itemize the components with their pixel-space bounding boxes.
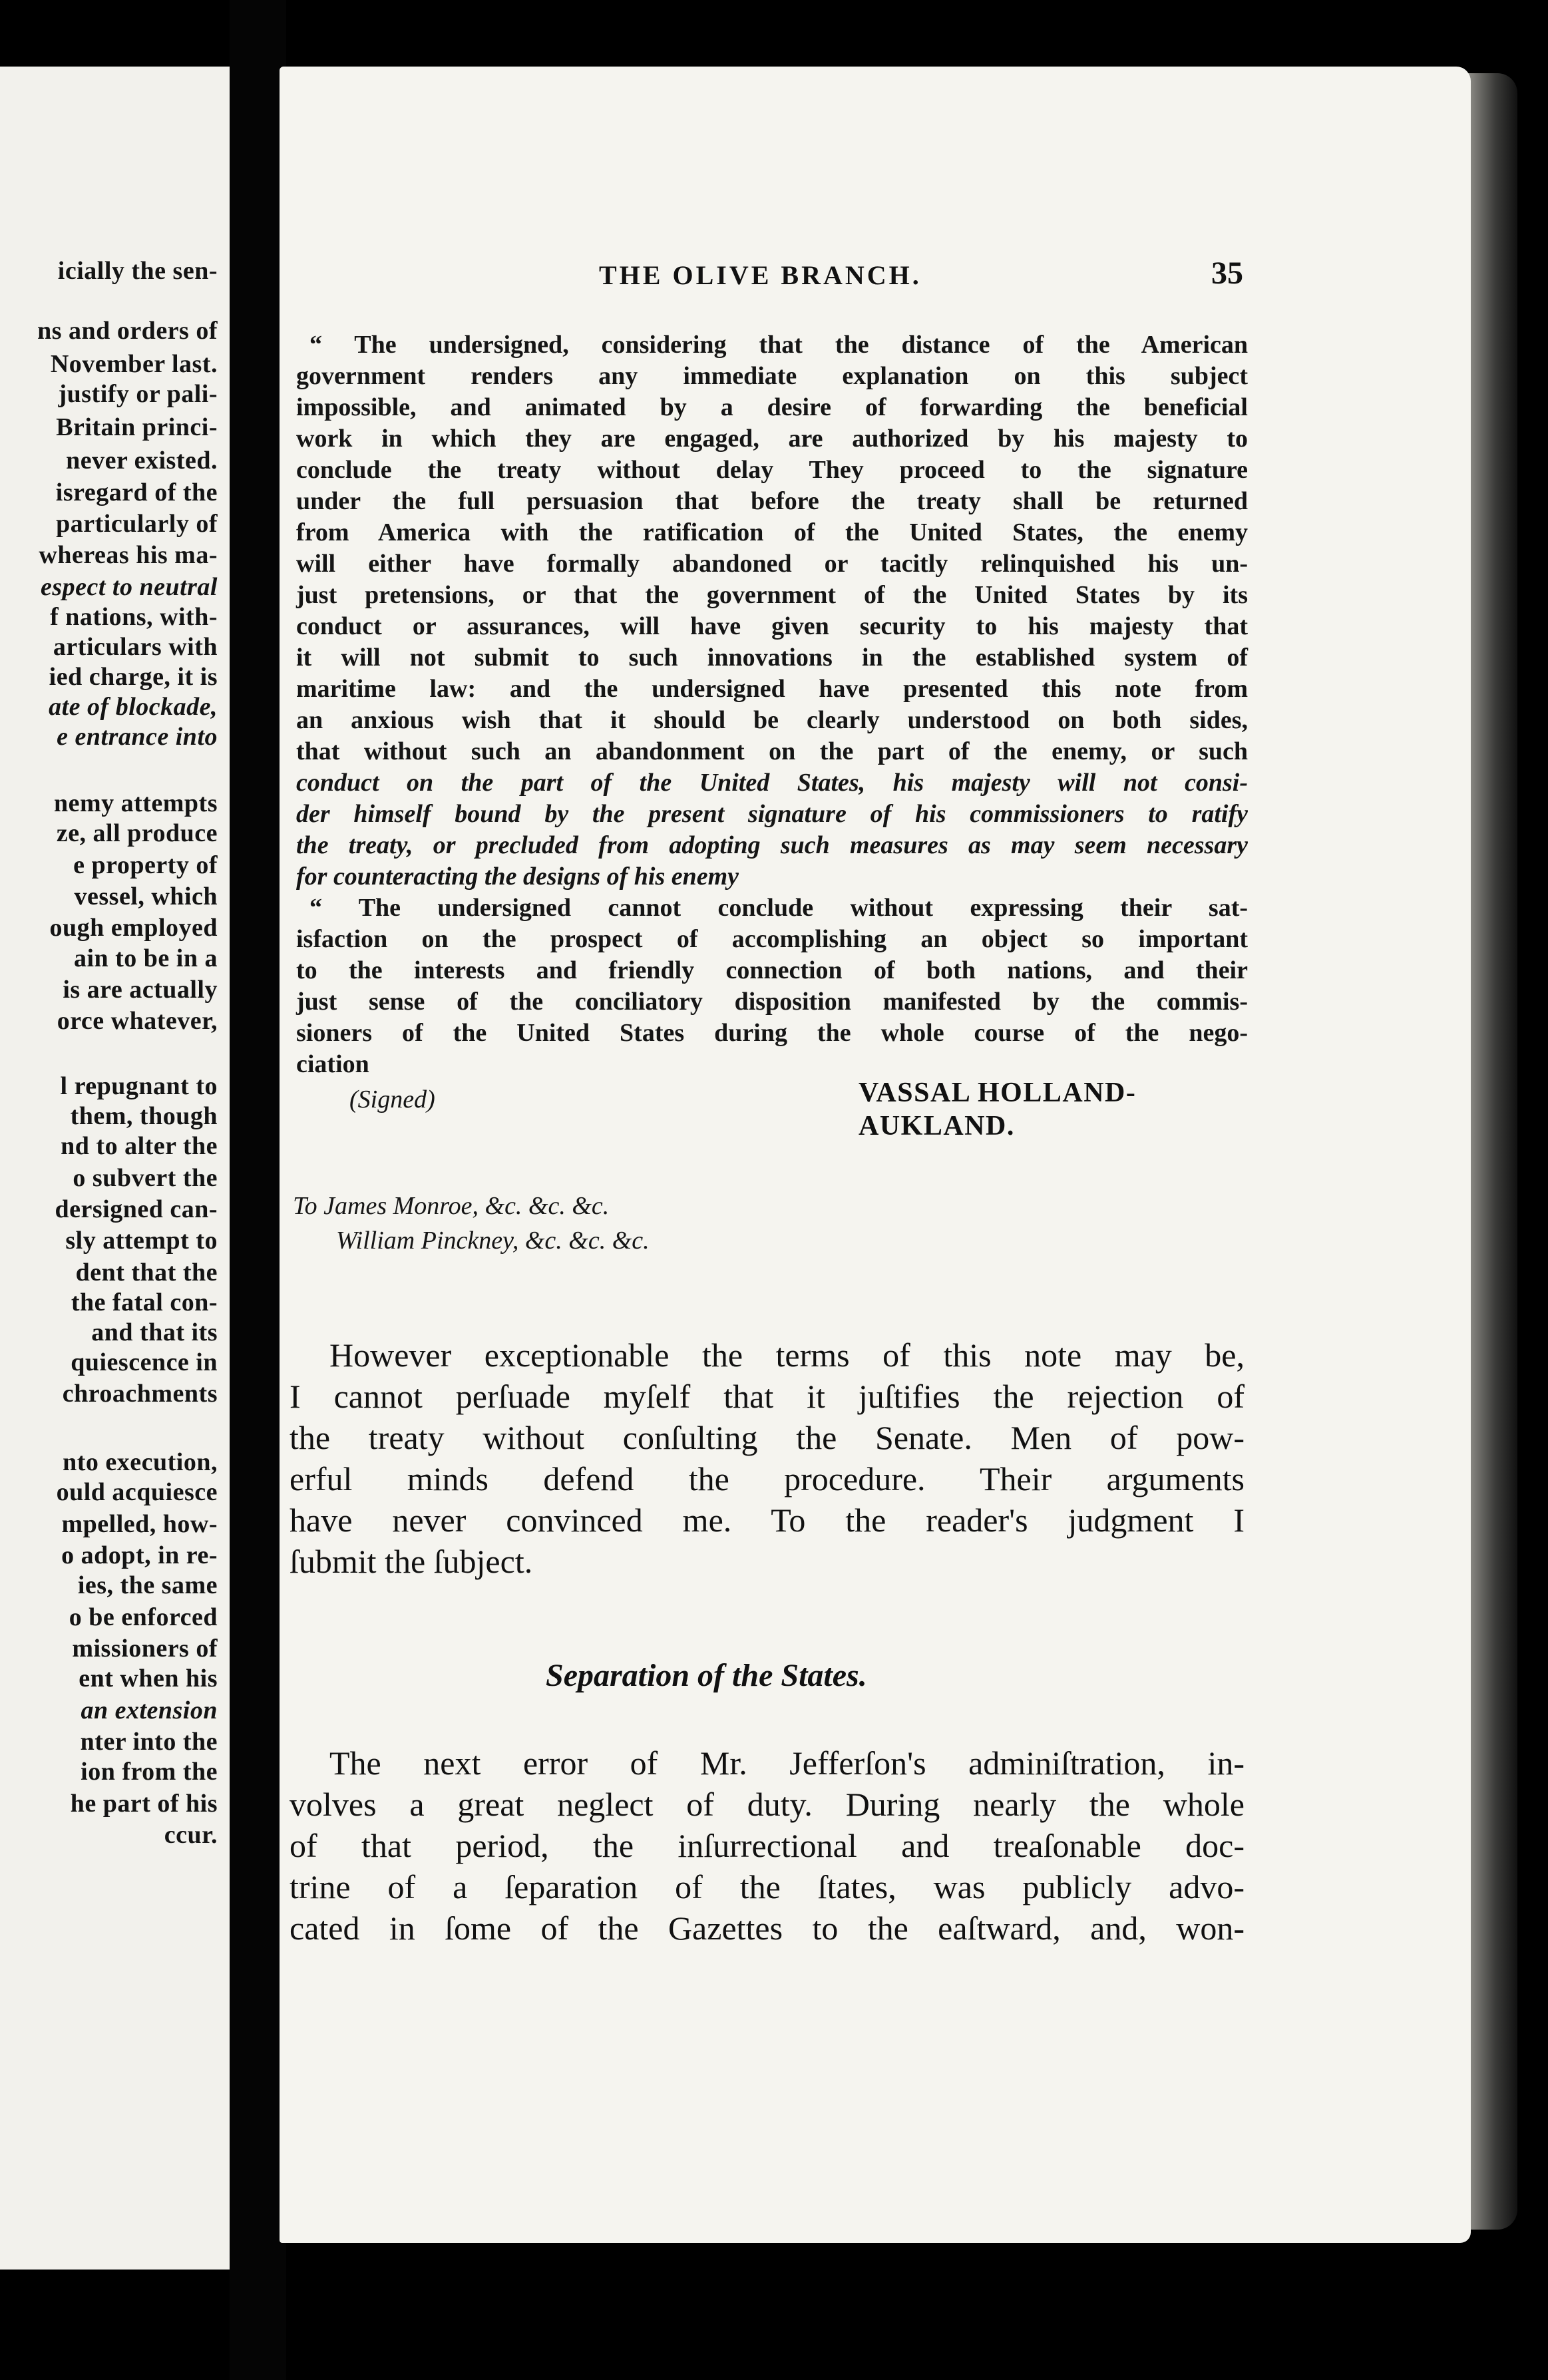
- left-page-line: orce whatever,: [57, 1007, 218, 1035]
- left-page-line: o adopt, in re-: [61, 1541, 218, 1569]
- left-page-line: and that its: [91, 1318, 218, 1346]
- left-page-line: ze, all produce: [56, 819, 218, 847]
- book-gutter: [230, 0, 286, 2380]
- left-page-line: justify or pali-: [58, 380, 218, 408]
- left-page-line: them, though: [70, 1102, 218, 1130]
- left-page-line: is are actually: [63, 976, 218, 1004]
- left-page-line: dent that the: [75, 1259, 218, 1287]
- left-page-line: nd to alter the: [61, 1132, 218, 1160]
- left-page-line: f nations, with-: [50, 603, 218, 631]
- left-page-line: isregard of the: [55, 479, 218, 506]
- section-line: The next error of Mr. Jefferſon's adminiſtration, in-: [329, 1744, 1245, 1782]
- left-page-line: e entrance into: [57, 723, 218, 751]
- left-page-line: vessel, which: [74, 883, 218, 910]
- left-page-line: missioners of: [72, 1635, 218, 1663]
- quote-line: for counteracting the designs of his enemy: [296, 863, 739, 891]
- commentary-line: I cannot perſuade myſelf that it juſtifies the rejection of: [290, 1378, 1245, 1415]
- left-page-line: nto execution,: [63, 1448, 218, 1476]
- addressee-2: William Pinckney, &c. &c. &c.: [336, 1227, 650, 1255]
- quote-line: conduct or assurances, will have given security to his majesty that: [296, 612, 1248, 640]
- left-page-line: ies, the same: [77, 1571, 218, 1599]
- quote-line: the treaty, or precluded from adopting such measures as may seem necessary: [296, 831, 1248, 859]
- left-page-line: ould acquiesce: [56, 1478, 218, 1506]
- left-page-line: particularly of: [56, 510, 218, 538]
- quote-line: will either have formally abandoned or tacitly relinquished his un-: [296, 550, 1248, 578]
- commentary-line: have never convinced me. To the reader's judgment I: [290, 1501, 1245, 1539]
- left-page-line: l repugnant to: [60, 1072, 218, 1100]
- left-page-line: dersigned can-: [55, 1195, 218, 1223]
- section-line: of that period, the inſurrectional and treaſonable doc-: [290, 1827, 1245, 1864]
- quote-line: an anxious wish that it should be clearly understood on both sides,: [296, 706, 1248, 734]
- left-page-line: never existed.: [66, 447, 218, 475]
- commentary-line: erful minds defend the procedure. Their arguments: [290, 1460, 1245, 1497]
- left-page-line: nemy attempts: [53, 789, 218, 817]
- quote-line: it will not submit to such innovations in the established system of: [296, 644, 1248, 672]
- quote-line: work in which they are engaged, are authorized by his majesty to: [296, 425, 1248, 453]
- left-page-line: ate of blockade,: [49, 693, 218, 721]
- signatory-line-1: VASSAL HOLLAND-: [859, 1078, 1137, 1108]
- left-page-line: articulars with: [53, 633, 218, 661]
- left-page-line: ied charge, it is: [49, 663, 218, 691]
- quote-line: ciation: [296, 1050, 369, 1078]
- section-line: volves a great neglect of duty. During nearly the whole: [290, 1786, 1245, 1823]
- left-page-line: sly attempt to: [65, 1227, 218, 1255]
- quote-line: “ The undersigned, considering that the distance of the American: [309, 331, 1248, 359]
- section-heading: Separation of the States.: [546, 1658, 867, 1693]
- section-line: cated in ſome of the Gazettes to the eaſtward, and, won-: [290, 1909, 1245, 1947]
- commentary-line: ſubmit the ſubject.: [290, 1543, 533, 1580]
- left-page-line: ns and orders of: [37, 317, 218, 345]
- quote-line: der himself bound by the present signature of his commissioners to ratify: [296, 800, 1248, 828]
- left-page-line: he part of his: [70, 1790, 218, 1818]
- quote-line: sioners of the United States during the whole course of the nego-: [296, 1019, 1248, 1047]
- left-page-line: ain to be in a: [73, 944, 218, 972]
- signatory-line-2: AUKLAND.: [859, 1111, 1015, 1141]
- page-number: 35: [1211, 256, 1243, 291]
- quote-line: under the full persuasion that before the treaty shall be returned: [296, 487, 1248, 515]
- quote-line: government renders any immediate explanation on this subject: [296, 362, 1248, 390]
- left-page-line: the fatal con-: [71, 1289, 218, 1316]
- quote-line: isfaction on the prospect of accomplishing an object so important: [296, 925, 1248, 953]
- section-line: trine of a ſeparation of the ſtates, was publicly advo-: [290, 1868, 1245, 1905]
- left-page-line: icially the sen-: [57, 257, 218, 285]
- addressee-1: To James Monroe, &c. &c. &c.: [293, 1192, 610, 1220]
- running-title: THE OLIVE BRANCH.: [599, 260, 922, 290]
- quote-line: conduct on the part of the United States, his majesty will not consi-: [296, 769, 1248, 797]
- quote-line: just sense of the conciliatory disposition manifested by the commis-: [296, 988, 1248, 1016]
- quote-line: from America with the ratification of the United States, the enemy: [296, 518, 1248, 546]
- commentary-line: However exceptionable the terms of this note may be,: [329, 1336, 1245, 1374]
- signed-label: (Signed): [349, 1086, 435, 1113]
- left-page-line: o be enforced: [69, 1603, 218, 1631]
- quote-line: conclude the treaty without delay They proceed to the signature: [296, 456, 1248, 484]
- quote-line: maritime law: and the undersigned have presented this note from: [296, 675, 1248, 703]
- left-page-line: e property of: [73, 851, 218, 879]
- left-page-line: espect to neutral: [40, 573, 218, 601]
- left-page-line: November last.: [50, 350, 218, 378]
- quote-line: just pretensions, or that the government of the United States by its: [296, 581, 1248, 609]
- quote-line: that without such an abandonment on the part of the enemy, or such: [296, 737, 1248, 765]
- quote-line: impossible, and animated by a desire of forwarding the beneficial: [296, 393, 1248, 421]
- left-page-line: ent when his: [79, 1665, 218, 1692]
- left-page-line: chroachments: [62, 1380, 218, 1408]
- left-page-line: whereas his ma-: [39, 541, 218, 569]
- left-page-line: ion from the: [81, 1758, 218, 1786]
- left-page-line: an extension: [81, 1696, 218, 1724]
- left-page-line: quiescence in: [71, 1348, 218, 1376]
- left-page-line: ough employed: [49, 914, 218, 942]
- left-page-fragment: [0, 67, 230, 2270]
- left-page-line: mpelled, how-: [61, 1510, 218, 1538]
- left-page-line: o subvert the: [73, 1164, 218, 1192]
- left-page-line: ccur.: [164, 1821, 218, 1849]
- quote-line: to the interests and friendly connection of both nations, and their: [296, 956, 1248, 984]
- commentary-line: the treaty without conſulting the Senate. Men of pow-: [290, 1419, 1245, 1456]
- quote-line: “ The undersigned cannot conclude without expressing their sat-: [309, 894, 1248, 922]
- left-page-line: nter into the: [80, 1728, 218, 1756]
- left-page-line: Britain princi-: [56, 413, 218, 441]
